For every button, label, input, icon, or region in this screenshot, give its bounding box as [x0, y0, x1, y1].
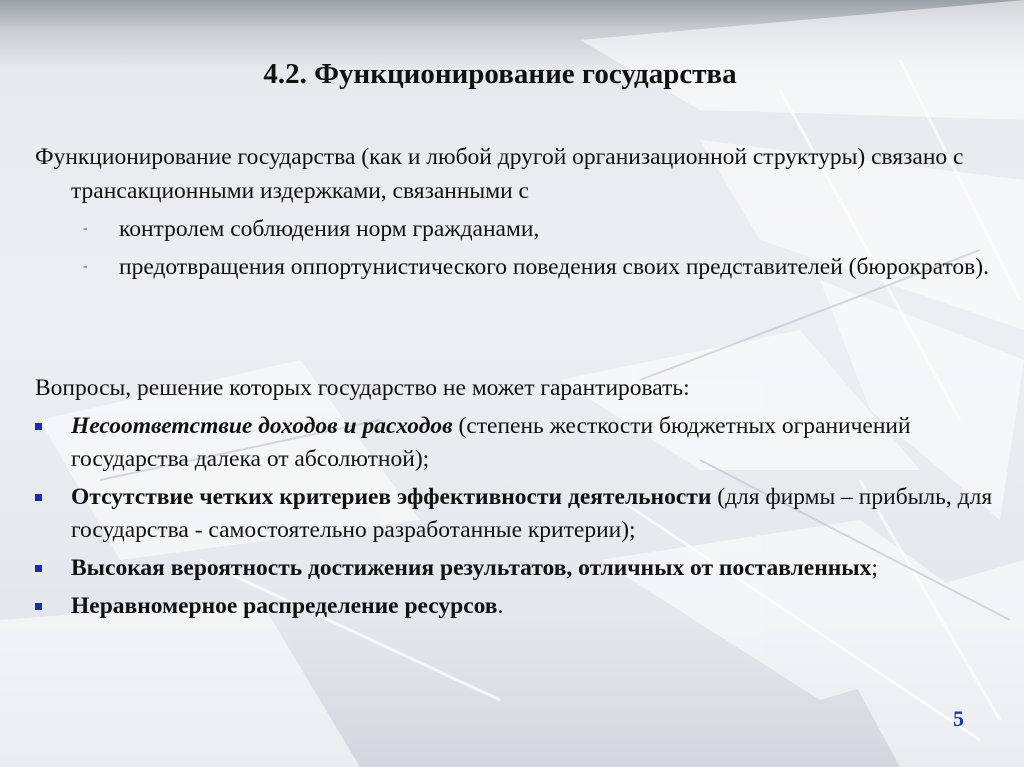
- questions-block: [35, 372, 1010, 623]
- list-item: [35, 552, 1010, 585]
- list-item: [35, 250, 1010, 284]
- list-item: [35, 410, 1010, 476]
- square-bullet-icon: [35, 494, 42, 501]
- questions-heading: Вопросы, решение которых государство не может гарантировать:: [35, 375, 690, 401]
- square-bullet-icon: [35, 603, 42, 610]
- list-item: [35, 590, 1010, 623]
- list-item: [35, 481, 1010, 547]
- item-rest: (для фирмы – прибыль, для государства - самостоятельно разработанные критерии);: [71, 484, 993, 543]
- item-emphasis: Несоответствие доходов и расходов: [71, 413, 453, 439]
- square-bullet-list: [35, 410, 1010, 623]
- item-emphasis: Высокая вероятность достижения результатов, отличных от поставленных: [71, 555, 872, 581]
- list-item-text: контролем соблюдения норм гражданами,: [119, 216, 540, 242]
- list-item: [35, 212, 1010, 246]
- page-number: 5: [953, 706, 964, 731]
- item-emphasis: Неравномерное распределение ресурсов: [71, 593, 498, 619]
- list-item-text: предотвращения оппортунистического поведения своих представителей (бюрократов).: [119, 254, 989, 280]
- dash-bullet: -: [83, 221, 88, 236]
- item-rest: .: [497, 593, 504, 619]
- item-rest: (степень жесткости бюджетных ограничений государства далека от абсолютной);: [71, 413, 911, 472]
- slide-title: 4.2. Функционирование государства: [263, 58, 737, 90]
- intro-text: Функционирование государства (как и любой другой организационной структуры) связано с трансакционными издержками, связанными с: [35, 144, 964, 204]
- square-bullet-icon: [35, 423, 42, 430]
- intro-block: [35, 140, 1010, 284]
- square-bullet-icon: [35, 565, 42, 572]
- dash-list: [35, 212, 1010, 284]
- item-emphasis: Отсутствие четких критериев эффективности деятельности: [71, 484, 712, 510]
- item-rest: ;: [871, 555, 878, 581]
- dash-bullet: -: [83, 259, 88, 274]
